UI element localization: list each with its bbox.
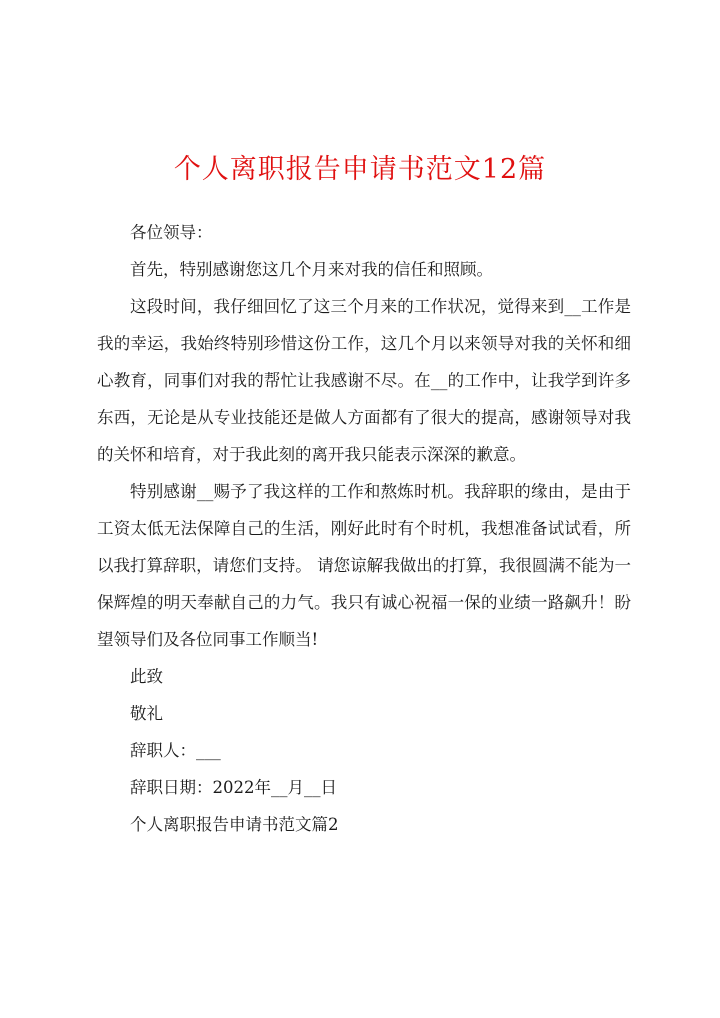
next-section-heading: 个人离职报告申请书范文篇2 — [130, 815, 339, 834]
signer-line: 辞职人：___ — [130, 741, 221, 760]
paragraph: 这段时间，我仔细回忆了这三个月来的工作状况，觉得来到__工作是我的幸运，我始终特别珍惜这份工作，这几个月以来领导对我的关怀和细心教育，同事们对我的帮忙让我感谢不尽。在__的工作中，让我学到许多东西，无论是从专业技能还是做人方面都有了很大的提高，感谢领导对我的关怀和培育，对于我此刻的离开我只能表示深深的歉意。 — [97, 297, 631, 464]
document-body — [97, 214, 631, 843]
paragraph: 特别感谢__赐予了我这样的工作和熬炼时机。我辞职的缘由，是由于工资太低无法保障自己的生活，刚好此时有个时机，我想准备试试看，所以我打算辞职，请您们支持。 请您谅解我做出的打算，我很圆满不能为一保辉煌的明天奉献自己的力气。我只有诚心祝福一保的业绩一路飙升！盼望领导们及各位同事工作顺当! — [97, 482, 631, 649]
closing-line: 敬礼 — [130, 704, 163, 723]
date-line: 辞职日期：2022年__月__日 — [130, 778, 337, 797]
closing-line: 此致 — [130, 667, 163, 686]
salutation: 各位领导： — [130, 223, 213, 242]
paragraph: 首先，特别感谢您这几个月来对我的信任和照顾。 — [130, 260, 493, 279]
document-title: 个人离职报告申请书范文12篇 — [173, 154, 547, 185]
